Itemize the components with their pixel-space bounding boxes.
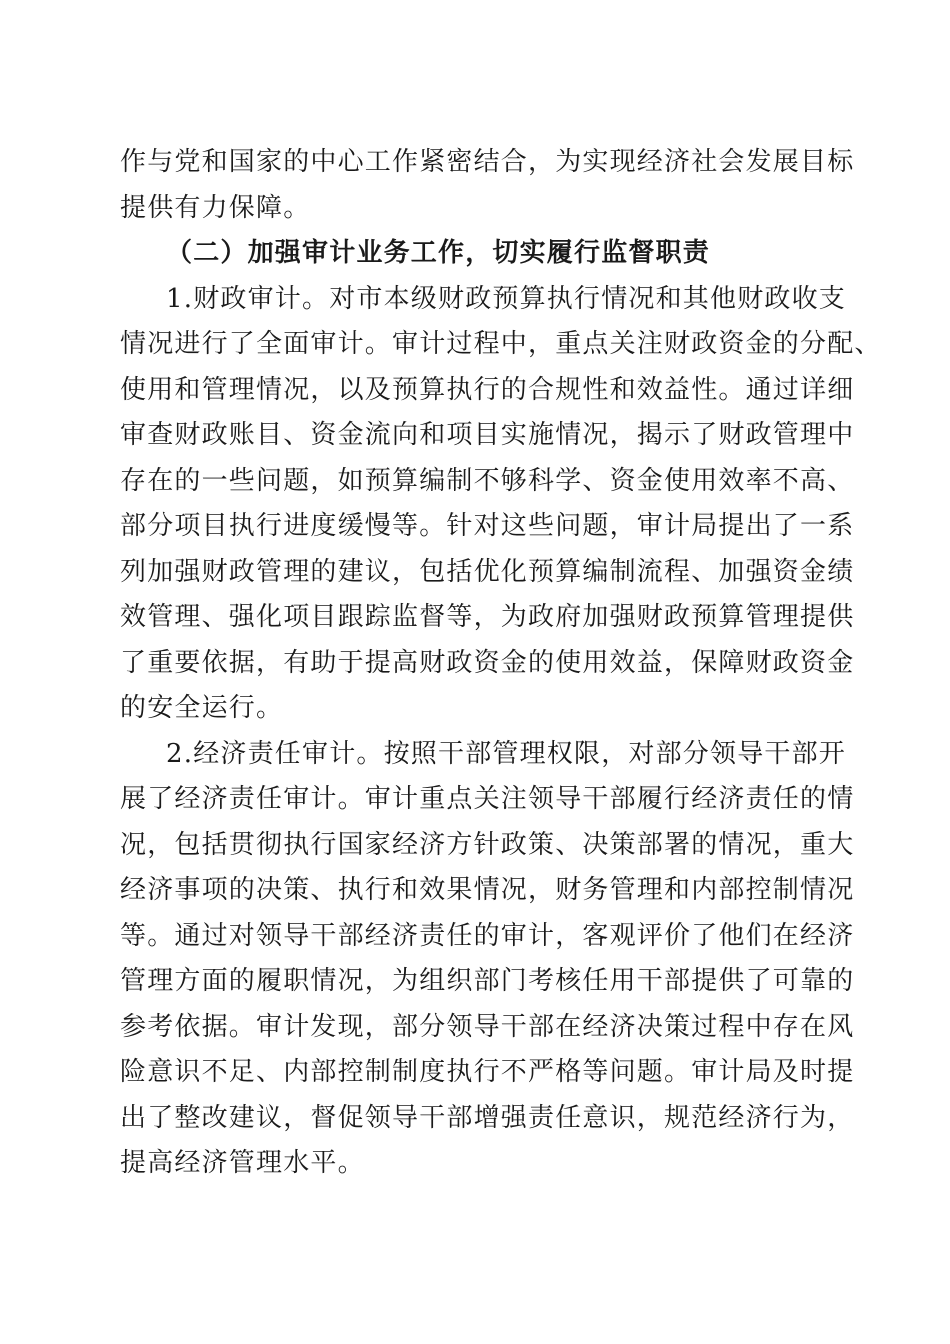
text-line: 展了经济责任审计。审计重点关注领导干部履行经济责任的情 xyxy=(120,784,855,814)
text-line: 审查财政账目、资金流向和项目实施情况，揭示了财政管理中 xyxy=(120,420,855,450)
text-line: 等。通过对领导干部经济责任的审计，客观评价了他们在经济 xyxy=(120,920,855,951)
text-line: 列加强财政管理的建议，包括优化预算编制流程、加强资金绩 xyxy=(120,556,855,587)
section-heading: （二）加强审计业务工作，切实履行监督职责 xyxy=(166,238,711,268)
text-line: 险意识不足、内部控制制度执行不严格等问题。审计局及时提 xyxy=(120,1057,855,1087)
text-line: 使用和管理情况，以及预算执行的合规性和效益性。通过详细 xyxy=(120,374,855,405)
text-line: 参考依据。审计发现，部分领导干部在经济决策过程中存在风 xyxy=(120,1011,855,1042)
text-line: 了重要依据，有助于提高财政资金的使用效益，保障财政资金 xyxy=(120,647,855,678)
text-line: 情况进行了全面审计。审计过程中，重点关注财政资金的分配、 xyxy=(120,329,882,359)
text-line: 管理方面的履职情况，为组织部门考核任用干部提供了可靠的 xyxy=(120,966,855,996)
text-line: 效管理、强化项目跟踪监督等，为政府加强财政预算管理提供 xyxy=(120,602,855,632)
document-body xyxy=(120,140,882,1187)
text-line: 的安全运行。 xyxy=(120,693,284,723)
text-line: 1.财政审计。对市本级财政预算执行情况和其他财政收支 xyxy=(166,283,847,314)
text-line: 况，包括贯彻执行国家经济方针政策、决策部署的情况，重大 xyxy=(120,829,855,860)
paragraph-economic-responsibility-audit xyxy=(120,732,855,1187)
text-line: 提高经济管理水平。 xyxy=(120,1148,365,1178)
text-line: 作与党和国家的中心工作紧密结合，为实现经济社会发展目标 xyxy=(120,147,855,177)
paragraph-fiscal-audit xyxy=(120,277,882,732)
text-line: 经济事项的决策、执行和效果情况，财务管理和内部控制情况 xyxy=(120,875,855,905)
text-line: 出了整改建议，督促领导干部增强责任意识，规范经济行为， xyxy=(120,1102,855,1133)
text-line: 存在的一些问题，如预算编制不够科学、资金使用效率不高、 xyxy=(120,465,855,496)
text-line: 提供有力保障。 xyxy=(120,192,311,223)
text-line: 2.经济责任审计。按照干部管理权限，对部分领导干部开 xyxy=(166,738,847,769)
continuation-paragraph xyxy=(120,140,855,231)
text-line: 部分项目执行进度缓慢等。针对这些问题，审计局提出了一系 xyxy=(120,511,855,541)
